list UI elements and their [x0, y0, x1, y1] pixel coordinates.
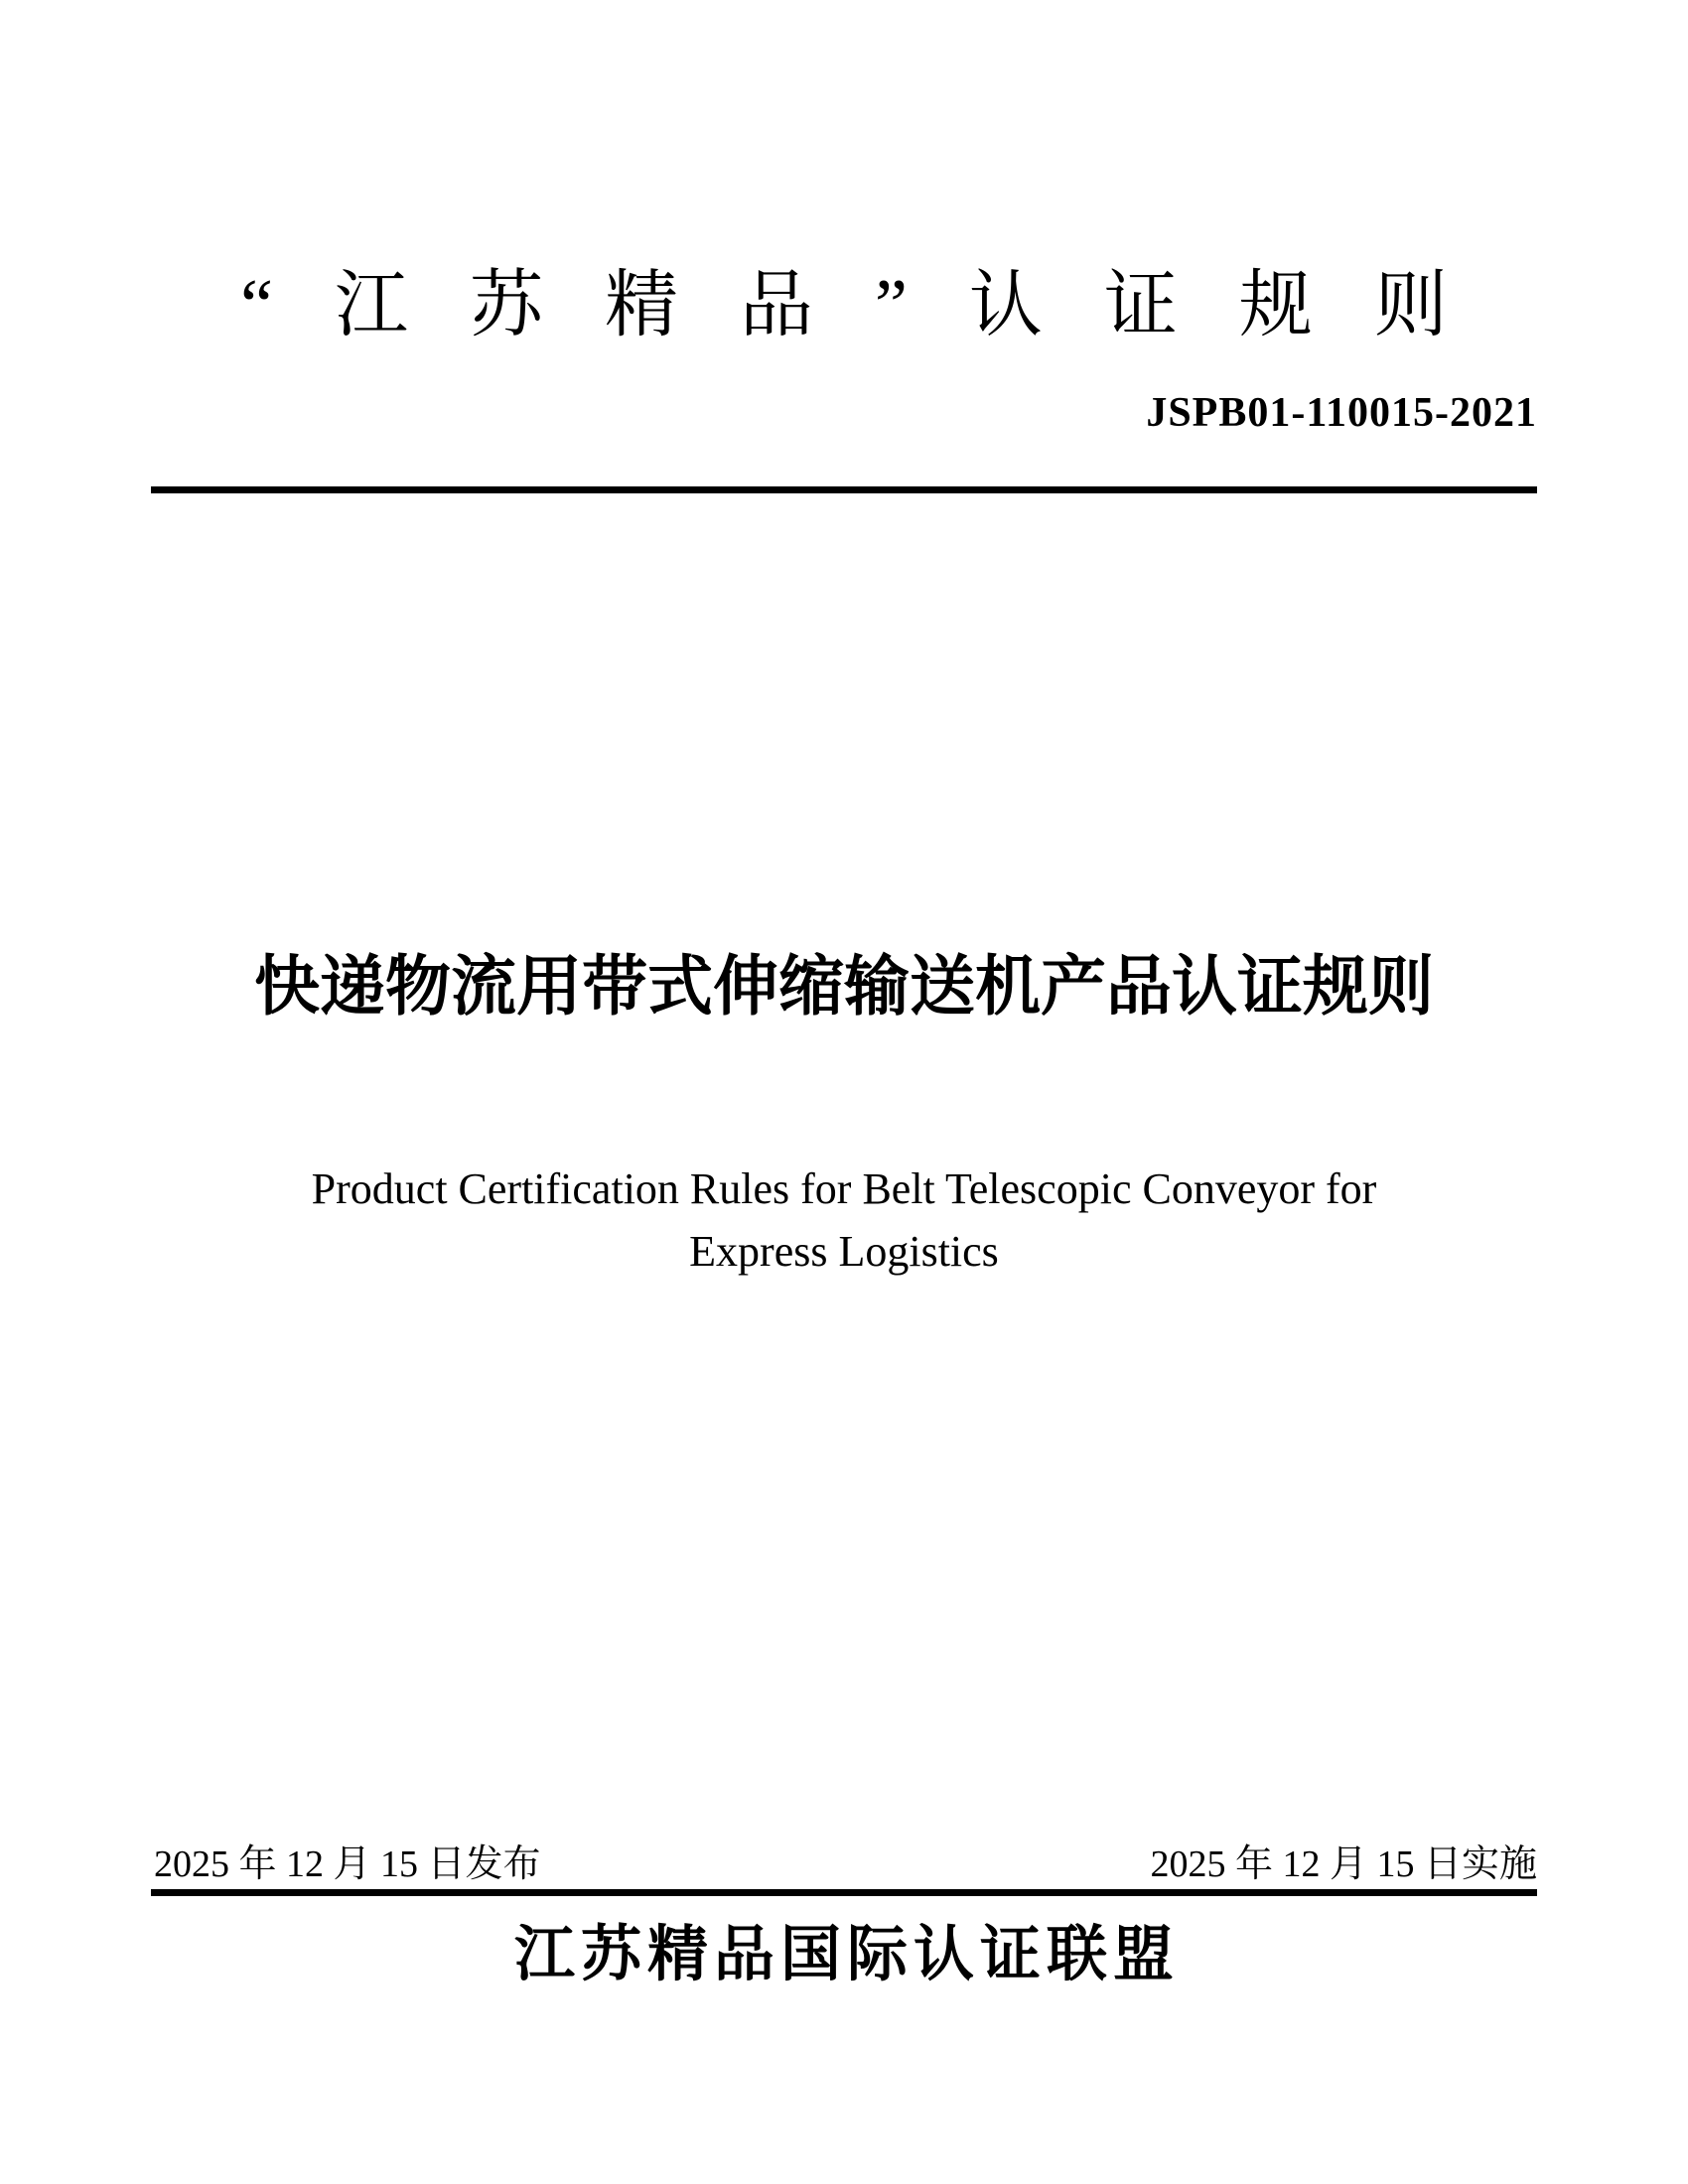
- main-title-en-line1: Product Certification Rules for Belt Telescopic Conveyor for: [311, 1164, 1377, 1213]
- series-title: “江苏精品”认证规则: [240, 265, 1509, 346]
- footer-divider: [151, 1889, 1537, 1896]
- main-title-en: [0, 1158, 1688, 1283]
- issue-date: 2025 年 12 月 15 日发布: [154, 1843, 541, 1885]
- organization-name: 江苏精品国际认证联盟: [513, 1922, 1180, 1988]
- dates-row: [154, 1833, 1537, 1887]
- main-title-zh: 快递物流用带式伸缩输送机产品认证规则: [254, 949, 1434, 1023]
- implementation-date: 2025 年 12 月 15 日实施: [1150, 1843, 1537, 1885]
- header-divider: [151, 486, 1537, 493]
- main-title-en-line2: Express Logistics: [689, 1227, 999, 1276]
- doc-number: JSPB01-110015-2021: [1146, 390, 1537, 436]
